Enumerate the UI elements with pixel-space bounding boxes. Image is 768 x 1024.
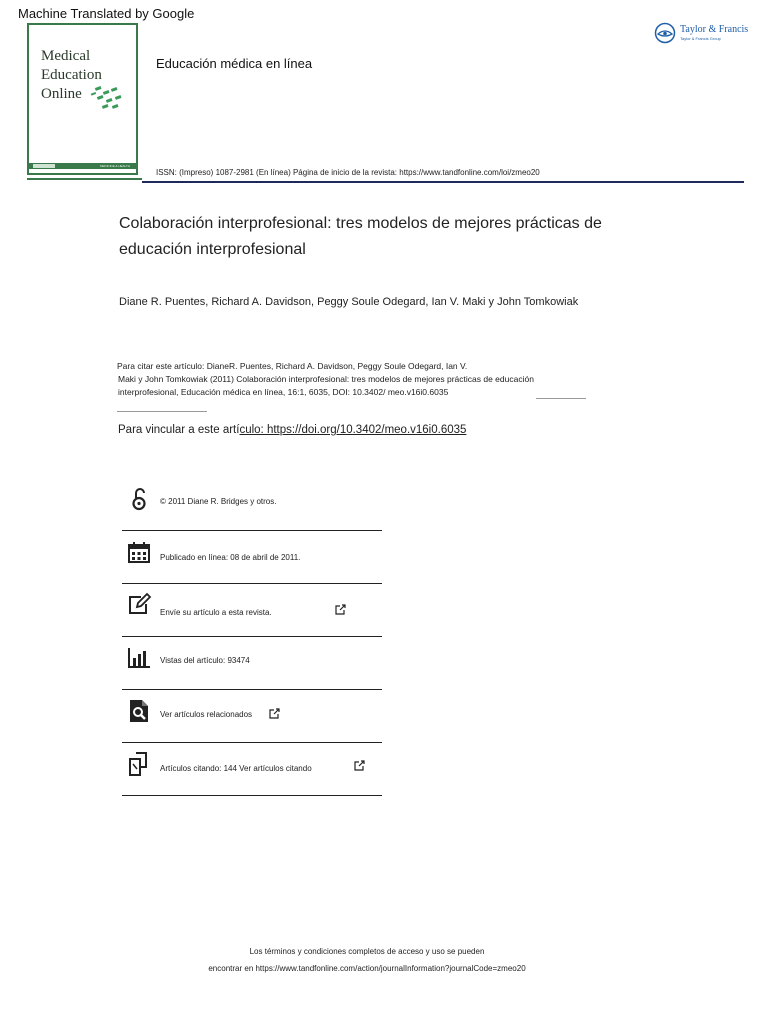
publisher-sub: Taylor & Francis Group [680, 36, 721, 41]
footer-line-2[interactable]: encontrar en https://www.tandfonline.com/action/journalInformation?journalCode=zmeo20 [208, 964, 526, 973]
publisher-name: Taylor & Francis [680, 24, 749, 35]
terms-footer [0, 943, 734, 977]
external-link-icon[interactable] [353, 760, 365, 772]
publisher-logo [654, 22, 749, 49]
citation-line-1: Para citar este artículo: DianeR. Puentes, Richard A. Davidson, Peggy Soule Odegard, Ian V. [117, 361, 468, 371]
link-prefix: Para vincular a este artí [118, 424, 240, 436]
footer-line-1: Los términos y condiciones completos de acceso y uso se pueden [249, 947, 485, 956]
citation-underline [536, 398, 586, 399]
citing-articles-icon [126, 751, 152, 777]
citation-line-3: interprofesional, Educación médica en línea, 16:1, 6035, DOI: 10.3402/ meo.v16i0.6035 [118, 387, 449, 397]
journal-cover [27, 23, 138, 175]
citation-line-2: Maki y John Tomkowiak (2011) Colaboración interprofesional: tres modelos de mejores prácticas de educación [118, 374, 534, 384]
cover-title: Medical Education Online [41, 48, 102, 102]
open-access-icon [126, 486, 152, 512]
meta-row-views [122, 637, 382, 690]
calendar-icon [126, 539, 152, 565]
external-link-icon[interactable] [334, 604, 346, 616]
header-rule-green [27, 178, 142, 180]
views-text: Vistas del artículo: 93474 [160, 656, 250, 665]
citation-block [117, 360, 637, 399]
citation-underline [117, 411, 207, 412]
cover-band-text: MEDICINE & HEALTH [100, 164, 130, 168]
meta-row-submit[interactable] [122, 584, 382, 637]
article-meta-list [122, 478, 382, 796]
search-document-icon [126, 698, 152, 724]
header-rule-navy [142, 181, 744, 183]
doi-link[interactable]: culo: https://doi.org/10.3402/meo.v16i0.6035 [239, 424, 467, 436]
article-link[interactable] [118, 424, 466, 436]
external-link-icon[interactable] [268, 708, 280, 720]
related-link[interactable]: Ver artículos relacionados [160, 710, 253, 719]
taylor-francis-logo-icon [654, 22, 676, 44]
meta-row-citing[interactable] [122, 743, 382, 796]
journal-name: Educación médica en línea [156, 56, 313, 71]
meta-row-published [122, 531, 382, 584]
cover-art-icon [89, 83, 129, 113]
edit-icon [126, 592, 152, 618]
submit-link[interactable]: Envíe su artículo a esta revista. [160, 608, 272, 617]
article-authors: Diane R. Puentes, Richard A. Davidson, Peggy Soule Odegard, Ian V. Maki y John Tomkowiak [119, 296, 579, 308]
published-text: Publicado en línea: 08 de abril de 2011. [160, 553, 301, 562]
machine-translated-label: Machine Translated by Google [18, 6, 195, 21]
meta-row-copyright [122, 478, 382, 531]
article-title: Colaboración interprofesional: tres modelos de mejores prácticas de educación interprofesional [119, 215, 602, 258]
citing-link[interactable]: Artículos citando: 144 Ver artículos citando [160, 764, 312, 773]
meta-row-related[interactable] [122, 690, 382, 743]
bar-chart-icon [126, 645, 152, 671]
issn-line[interactable]: ISSN: (Impreso) 1087-2981 (En línea) Página de inicio de la revista: https://www.tandfonline.com/loi/zmeo20 [156, 168, 540, 177]
cover-logo [33, 164, 55, 168]
copyright-text: © 2011 Diane R. Bridges y otros. [160, 497, 277, 506]
